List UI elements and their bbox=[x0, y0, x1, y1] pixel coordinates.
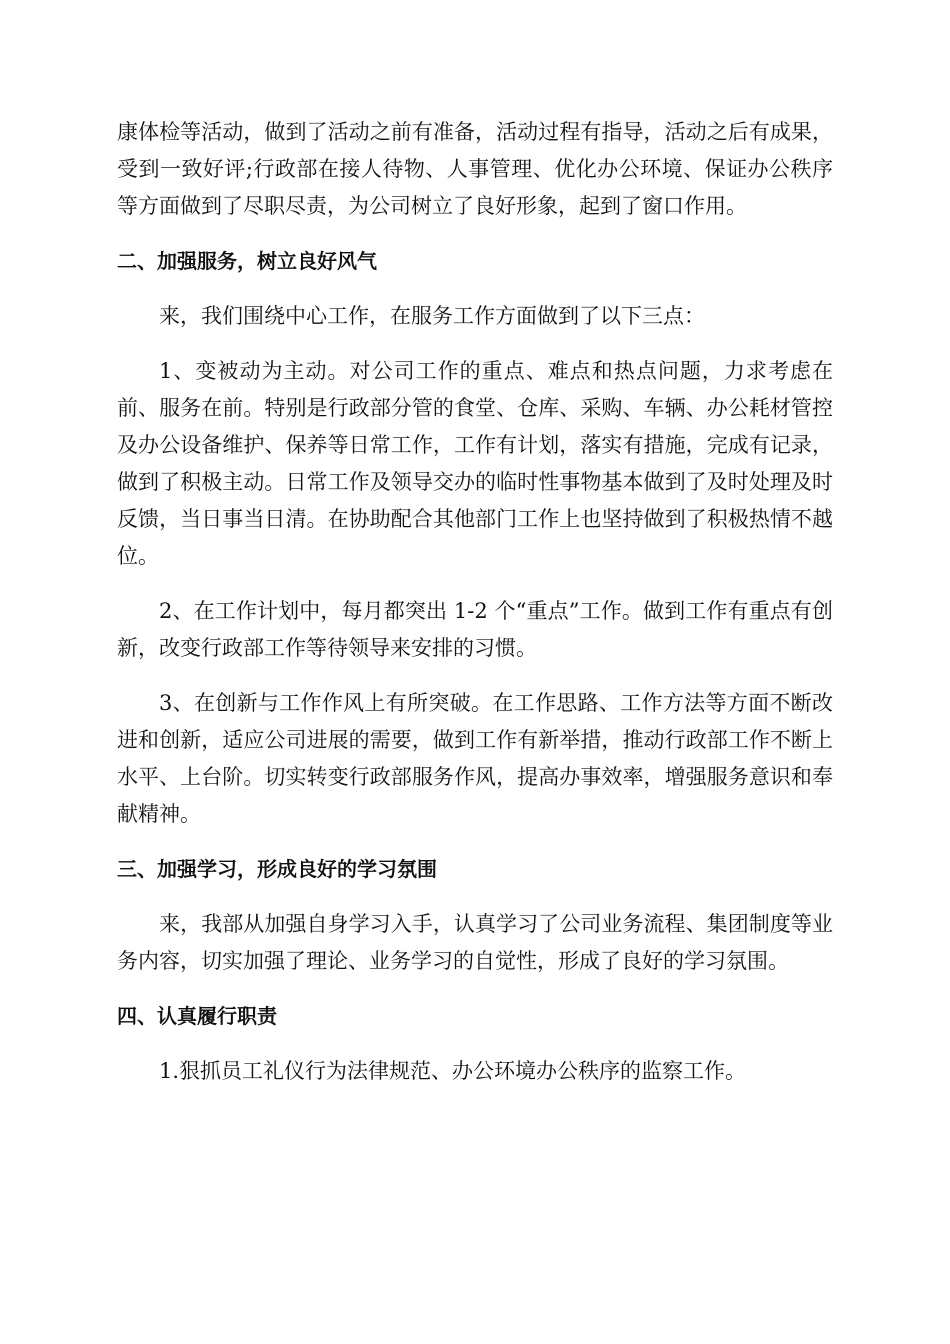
paragraph-service-point-1: 1、变被动为主动。对公司工作的重点、难点和热点问题，力求考虑在前、服务在前。特别是行政部分管的食堂、仓库、采购、车辆、办公耗材管控及办公设备维护、保养等日常工作，工作有计划，落实有措施，完成有记录，做到了积极主动。日常工作及领导交办的临时性事物基本做到了及时处理及时反馈，当日事当日清。在协助配合其他部门工作上也坚持做到了积极热情不越位。 bbox=[117, 359, 833, 568]
paragraph-learning: 来，我部从加强自身学习入手，认真学习了公司业务流程、集团制度等业务内容，切实加强了理论、业务学习的自觉性，形成了良好的学习氛围。 bbox=[117, 912, 833, 973]
section-heading-2: 二、加强服务，树立良好风气 bbox=[117, 249, 377, 273]
section-heading-4: 四、认真履行职责 bbox=[117, 1004, 277, 1028]
section-heading-3: 三、加强学习，形成良好的学习氛围 bbox=[117, 857, 437, 881]
paragraph-service-point-2: 2、在工作计划中，每月都突出 1-2 个“重点”工作。做到工作有重点有创新，改变行政部工作等待领导来安排的习惯。 bbox=[117, 599, 833, 660]
paragraph-duty-point-1: 1.狠抓员工礼仪行为法律规范、办公环境办公秩序的监察工作。 bbox=[159, 1059, 747, 1083]
paragraph-service-point-3: 3、在创新与工作作风上有所突破。在工作思路、工作方法等方面不断改进和创新，适应公司进展的需要，做到工作有新举措，推动行政部工作不断上水平、上台阶。切实转变行政部服务作风，提高办事效率，增强服务意识和奉献精神。 bbox=[117, 691, 833, 826]
paragraph-service-intro: 来，我们围绕中心工作，在服务工作方面做到了以下三点： bbox=[159, 304, 705, 328]
document-body bbox=[117, 114, 833, 1108]
paragraph-intro-continuation: 康体检等活动，做到了活动之前有准备，活动过程有指导，活动之后有成果，受到一致好评;行政部在接人待物、人事管理、优化办公环境、保证办公秩序等方面做到了尽职尽责，为公司树立了良好形象，起到了窗口作用。 bbox=[117, 120, 833, 218]
